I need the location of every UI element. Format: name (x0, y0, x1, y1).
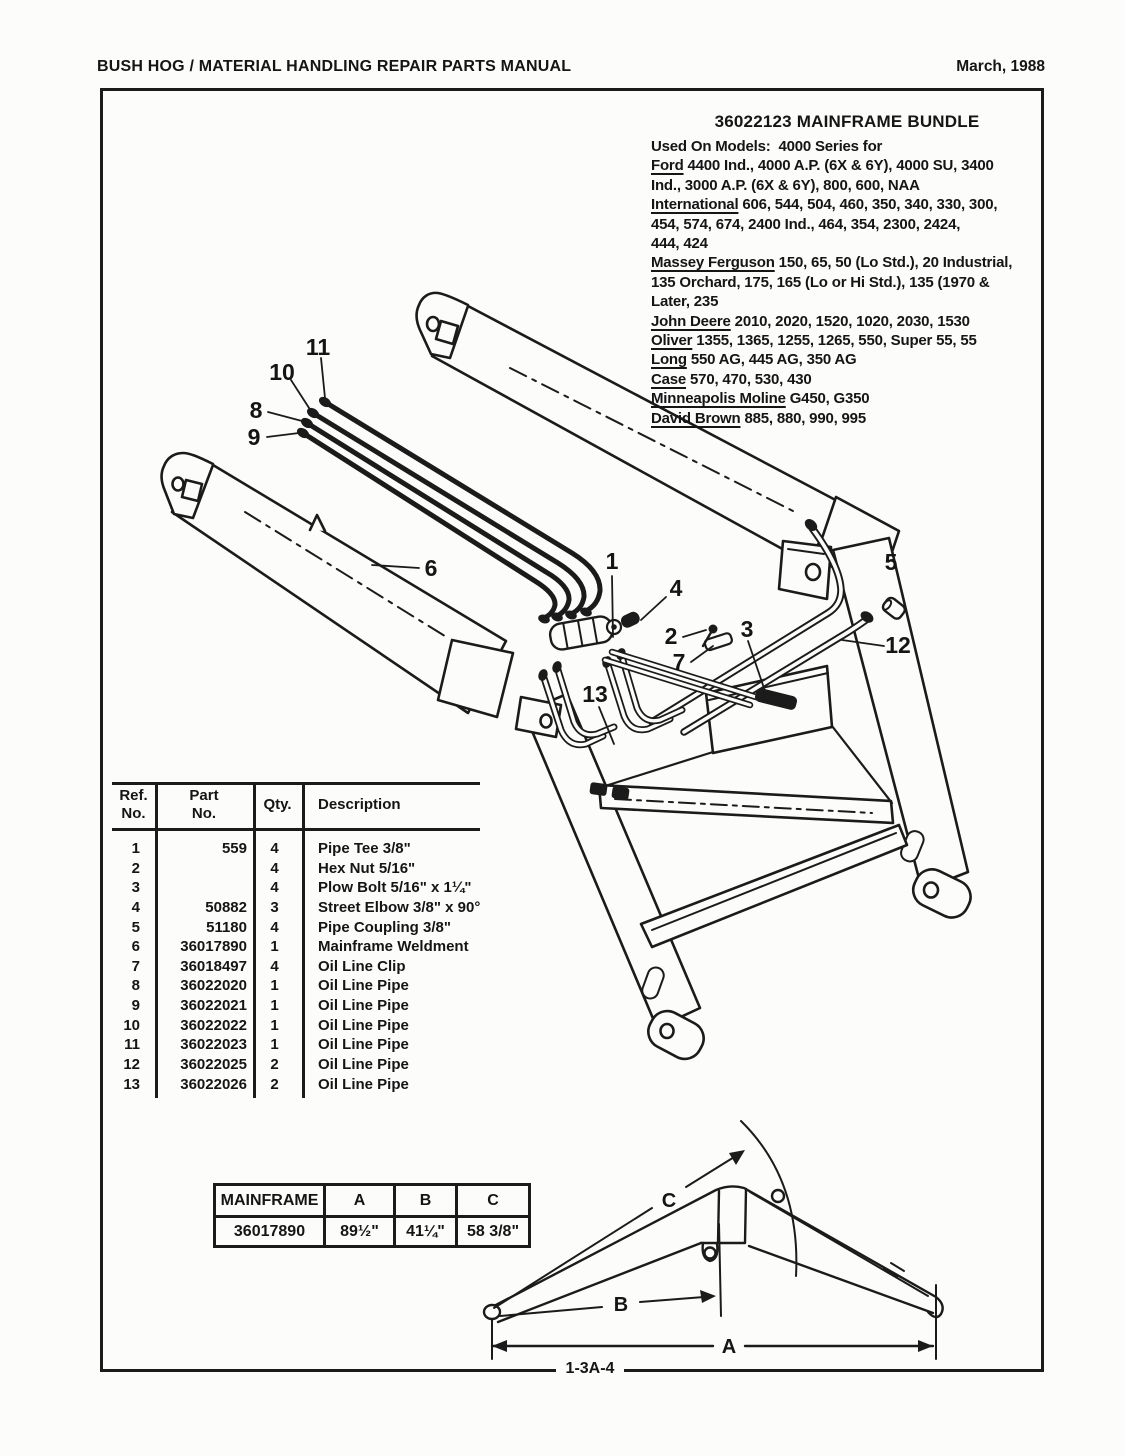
brand-name: Minneapolis Moline (651, 390, 786, 408)
cell-desc: Oil Line Pipe (318, 1036, 409, 1054)
dimension-table-data-row (215, 1217, 530, 1247)
brand-name: John Deere (651, 312, 731, 330)
cell-desc: Mainframe Weldment (318, 938, 469, 956)
callout-2: 2 (664, 623, 678, 649)
cell-part: 36022021 (180, 997, 247, 1015)
dim-value-c: 58 3/8" (457, 1217, 530, 1247)
cell-part: 50882 (205, 898, 247, 916)
cell-desc: Oil Line Pipe (318, 1075, 409, 1093)
cell-part: 36017890 (180, 938, 247, 956)
cell-ref: 8 (131, 977, 140, 995)
model-numbers: 550 AG, 445 AG, 350 AG (686, 351, 857, 369)
cell-qty: 4 (270, 879, 279, 897)
cell-part: 36022026 (180, 1075, 247, 1093)
dim-value-a: 89½" (325, 1217, 395, 1247)
brand-name: International (651, 196, 739, 214)
cell-qty: 1 (270, 938, 279, 956)
parts-table-row (112, 1017, 480, 1037)
col-header-part: No. (191, 805, 217, 822)
cell-desc: Oil Line Pipe (318, 997, 409, 1015)
model-line (651, 292, 1043, 311)
parts-table-row (112, 899, 480, 919)
model-numbers: 444, 424 (651, 235, 708, 253)
manual-title: BUSH HOG / MATERIAL HANDLING REPAIR PARTS MANUAL (97, 58, 572, 75)
cell-ref: 11 (124, 1036, 140, 1054)
brand-name: Long (651, 351, 687, 369)
col-header-part: Part (189, 787, 219, 804)
model-numbers: 606, 544, 504, 460, 350, 340, 330, 300, (738, 196, 998, 214)
cell-qty: 2 (270, 1075, 279, 1093)
dim-part-number: 36017890 (215, 1217, 325, 1247)
dim-header-mainframe: MAINFRAME (215, 1185, 325, 1217)
model-numbers: Ind., 3000 A.P. (6X & 6Y), 800, 600, NAA (651, 176, 920, 194)
callout-5: 5 (884, 549, 898, 575)
model-line (651, 273, 1043, 292)
brand-name: Oliver (651, 332, 693, 350)
cell-ref: 12 (123, 1056, 140, 1074)
cell-ref: 13 (123, 1075, 140, 1093)
parts-table-row (112, 840, 480, 860)
model-line (651, 253, 1043, 272)
dim-label-b: B (613, 1294, 629, 1316)
cell-part: 36022022 (180, 1016, 247, 1034)
model-line (651, 409, 1043, 428)
parts-table (112, 782, 480, 1100)
dim-label-a: A (721, 1336, 737, 1358)
cell-ref: 1 (131, 840, 140, 857)
col-header-ref: No. (121, 805, 146, 822)
model-line (651, 156, 1043, 175)
issue-date: March, 1988 (956, 58, 1045, 75)
cell-qty: 1 (270, 977, 279, 995)
col-header-description: Description (318, 796, 401, 813)
model-line (651, 215, 1043, 234)
cell-ref: 3 (131, 879, 140, 897)
cell-part: 36022023 (180, 1036, 247, 1054)
cell-ref: 7 (131, 957, 140, 975)
model-line (651, 195, 1043, 214)
model-numbers: Later, 235 (651, 293, 719, 311)
dim-label-c: C (661, 1190, 677, 1212)
callout-9: 9 (247, 424, 261, 450)
parts-table-row (112, 919, 480, 939)
parts-table-row (112, 938, 480, 958)
bundle-info-block (651, 112, 1043, 428)
parts-table-body (112, 840, 480, 1095)
cell-desc: Pipe Tee 3/8" (318, 840, 411, 857)
callout-11: 11 (305, 334, 331, 360)
brand-name: Massey Ferguson (651, 254, 775, 272)
cell-desc: Hex Nut 5/16" (318, 859, 416, 877)
cell-desc: Oil Line Pipe (318, 1056, 409, 1074)
model-numbers: 454, 574, 674, 2400 Ind., 464, 354, 2300, 2424, (651, 215, 961, 233)
model-line (651, 312, 1043, 331)
used-on-models-list (651, 156, 1043, 428)
used-on-models-label: Used On Models: 4000 Series for (651, 138, 883, 155)
parts-table-row (112, 997, 480, 1017)
dim-header-c: C (457, 1185, 530, 1217)
cell-ref: 5 (131, 918, 140, 936)
cell-qty: 1 (270, 997, 279, 1015)
model-line (651, 389, 1043, 408)
model-line (651, 350, 1043, 369)
model-line (651, 234, 1043, 253)
dim-header-a: A (325, 1185, 395, 1217)
callout-12: 12 (885, 632, 911, 658)
model-numbers: 2010, 2020, 1520, 1020, 2030, 1530 (730, 312, 970, 330)
cell-qty: 1 (270, 1016, 279, 1034)
brand-name: Case (651, 370, 687, 388)
cell-ref: 10 (123, 1016, 140, 1034)
model-numbers: 150, 65, 50 (Lo Std.), 20 Industrial, (774, 254, 1013, 272)
parts-table-row (112, 1056, 480, 1076)
parts-table-row (112, 1076, 480, 1096)
cell-ref: 2 (131, 859, 140, 877)
bundle-title: 36022123 MAINFRAME BUNDLE (714, 112, 980, 131)
cell-desc: Street Elbow 3/8" x 90° (318, 898, 481, 916)
mainframe-dimension-table (213, 1183, 531, 1248)
model-numbers: 135 Orchard, 175, 165 (Lo or Hi Std.), 135 (1970 & (651, 273, 990, 291)
cell-desc: Pipe Coupling 3/8" (318, 918, 451, 936)
parts-table-row (112, 860, 480, 880)
callout-7: 7 (672, 649, 686, 675)
model-numbers: G450, G350 (785, 390, 870, 408)
col-header-qty: Qty. (263, 796, 292, 813)
model-line (651, 331, 1043, 350)
callout-1: 1 (605, 548, 619, 574)
dimension-drawing (484, 1121, 943, 1359)
brand-name: David Brown (651, 409, 741, 427)
cell-ref: 4 (131, 898, 140, 916)
cell-qty: 4 (270, 918, 279, 936)
callout-8: 8 (249, 397, 263, 423)
cell-qty: 1 (270, 1036, 279, 1054)
cell-qty: 2 (270, 1056, 279, 1074)
dimension-table-header-row (215, 1185, 530, 1217)
callout-3: 3 (740, 616, 754, 642)
col-header-ref: Ref. (119, 787, 148, 804)
model-numbers: 885, 880, 990, 995 (740, 409, 866, 427)
parts-table-row (112, 958, 480, 978)
cell-ref: 6 (131, 938, 140, 956)
cell-ref: 9 (131, 997, 140, 1015)
cell-part: 36022020 (180, 977, 247, 995)
parts-table-row (112, 977, 480, 997)
model-line (651, 176, 1043, 195)
cell-part: 36018497 (180, 957, 247, 975)
cell-desc: Oil Line Pipe (318, 1016, 409, 1034)
parts-table-row (112, 879, 480, 899)
cell-qty: 3 (270, 898, 279, 916)
cell-part: 36022025 (180, 1056, 247, 1074)
model-numbers: 4400 Ind., 4000 A.P. (6X & 6Y), 4000 SU, 3400 (683, 157, 994, 175)
cell-qty: 4 (270, 859, 279, 877)
table-rule (112, 828, 480, 831)
cell-qty: 4 (270, 840, 279, 857)
brand-name: Ford (651, 157, 684, 175)
model-numbers: 1355, 1365, 1255, 1265, 550, Super 55, 55 (692, 332, 977, 350)
cell-desc: Plow Bolt 5/16" x 1¼" (318, 879, 472, 897)
cell-part: 51180 (206, 918, 247, 936)
cell-part: 559 (221, 840, 247, 857)
cell-qty: 4 (270, 957, 279, 975)
callout-6: 6 (424, 555, 438, 581)
page-number: 1-3A-4 (556, 1360, 624, 1378)
dim-header-b: B (395, 1185, 457, 1217)
callout-4: 4 (669, 575, 683, 601)
cell-desc: Oil Line Clip (318, 957, 406, 975)
parts-table-row (112, 1036, 480, 1056)
callout-10: 10 (269, 359, 295, 385)
model-line (651, 370, 1043, 389)
table-rule (112, 782, 480, 785)
dim-value-b: 41¼" (395, 1217, 457, 1247)
callout-13: 13 (582, 681, 608, 707)
cell-desc: Oil Line Pipe (318, 977, 409, 995)
model-numbers: 570, 470, 530, 430 (686, 370, 812, 388)
